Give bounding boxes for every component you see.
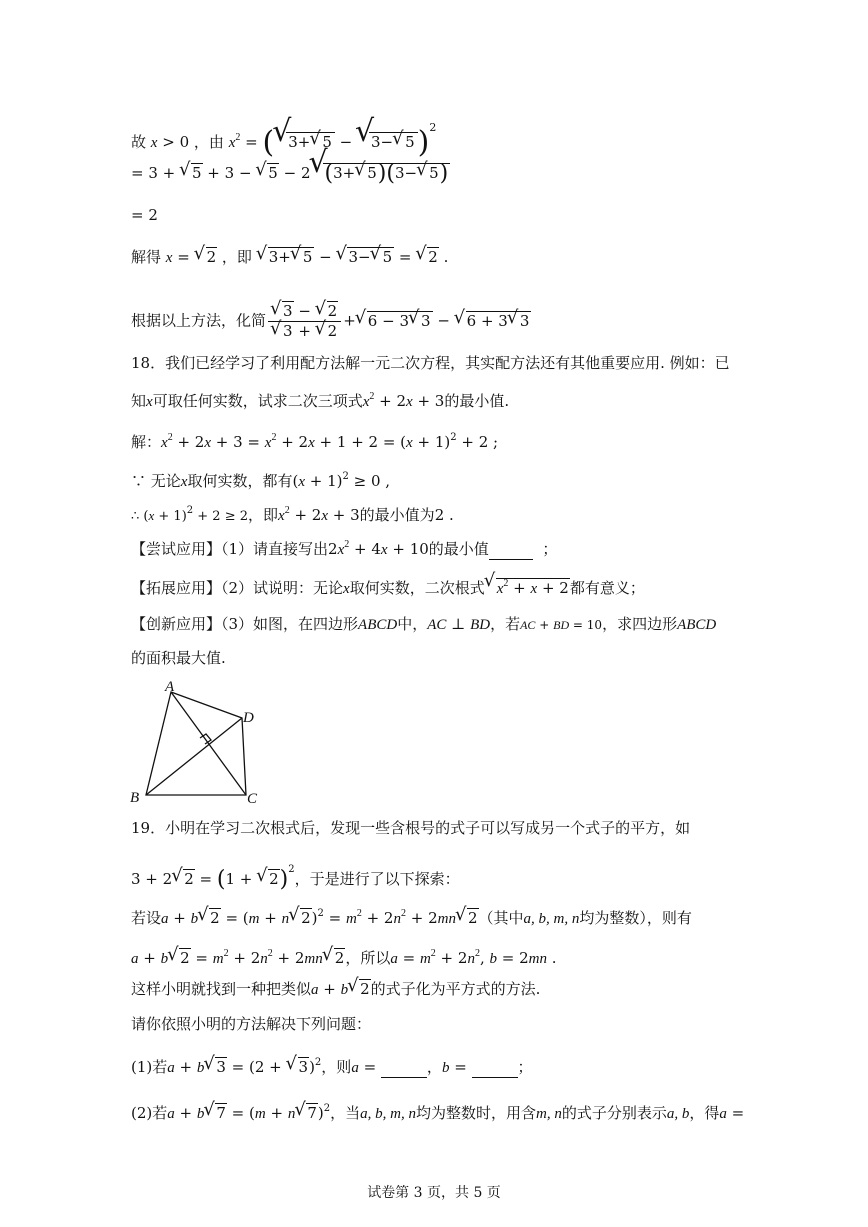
derivation-line-4: 解得 x = √ 2 ，即 √ 3+√ 5 − √ 3−√ 5 = √ 2 . xyxy=(131,247,448,268)
derivation-line-3: = 2 xyxy=(131,206,158,224)
q19-line-4: a + b√ $2 = m^2 + 2n^2 + 2mn√$ 2，所以$a = m^2 + 2n^2$, b = 2mn . xyxy=(131,944,557,969)
text: 取何实数，都有 xyxy=(187,472,293,490)
simplify-task: 根据以上方法，化简 √ 3 − √ 2 √ 3 + √ 2 +√ 6 − 3√ 3 − √ 6 + 3√ 3 xyxy=(131,302,531,341)
answer-blank[interactable] xyxy=(489,539,533,560)
try-application: 【尝试应用】（1）请直接写出$2x^2 + 4x + 10$的最小值 ； xyxy=(131,539,558,558)
quadrilateral-abcd xyxy=(146,692,246,795)
text: (2)若 xyxy=(131,1104,168,1122)
q18-line-2: 知x可取任何实数，试求二次三项式$x^2 + 2x + 3$的最小值. xyxy=(131,391,510,410)
text: 取何实数，二次根式 xyxy=(349,579,485,597)
q19-line-2: 3 + 2√ 2 = (1 + √ 2)$^2$，于是进行了以下探索： xyxy=(131,860,460,890)
text: ， xyxy=(426,1058,442,1076)
text: 均为整数时，用含 xyxy=(415,1104,536,1122)
text: 解： xyxy=(131,433,162,451)
text: ，则 xyxy=(321,1058,352,1076)
vertex-label-d: D xyxy=(243,710,254,726)
text: ，当 xyxy=(330,1104,361,1122)
math: x xyxy=(150,135,158,151)
text: 根据以上方法，化简 xyxy=(131,311,267,330)
math: $x^2$ xyxy=(362,391,375,410)
text: 都有意义； xyxy=(569,579,645,597)
diagonal-bd xyxy=(146,718,242,795)
text: 可取任何实数，试求二次三项式 xyxy=(152,392,363,410)
text: ； xyxy=(542,540,558,558)
q19-part-1: (1)若a + b√ 3 = (2 + √ 3)$^2$，则a = ，b = ； xyxy=(131,1053,533,1078)
diagonal-ac xyxy=(171,692,246,795)
q18-therefore: ∴ $(x + 1)^2 + 2 \ge 2$，即$x^2 + 2x + 3$的最小值为2 . xyxy=(131,505,454,524)
text: 的式子化为平方式的方法. xyxy=(370,980,541,998)
derivation-line-2: = 3 + √ 5 + 3 − √ 5 − 2√ (3+√ 5)(3−√ 5) xyxy=(131,163,450,184)
text: (1)若 xyxy=(131,1058,168,1076)
innovate-application-2: 的面积最大值. xyxy=(131,649,226,667)
text: 若设 xyxy=(131,909,162,927)
q19-line-1: 19．小明在学习二次根式后，发现一些含根号的式子可以写成另一个式子的平方，如 xyxy=(131,819,691,837)
q18-line-1: 18．我们已经学习了利用配方法解一元二次方程，其实配方法还有其他重要应用. 例如：已 xyxy=(131,354,730,372)
text: （其中 xyxy=(478,909,524,927)
vertex-label-a: A xyxy=(165,680,175,695)
q19-line-5: 这样小明就找到一种把类似a + b√ 2的式子化为平方式的方法. xyxy=(131,979,540,1000)
text: ，所以 xyxy=(345,949,391,967)
text: 的最小值为 xyxy=(359,506,435,524)
q18-solution: 解：$x^2 + 2x + 3 = x^2 + 2x + 1 + 2 = (x + 1)^2 + 2$ ; xyxy=(131,432,499,451)
text: 均为整数），则有 xyxy=(579,909,692,927)
text: 中， xyxy=(397,615,428,633)
innovate-application: 【创新应用】（3）如图，在四边形ABCD中，AC ⊥ BD，若AC + BD = 10，求四边形ABCD xyxy=(131,615,717,633)
answer-blank-b[interactable] xyxy=(472,1057,518,1078)
extend-application: 【拓展应用】（2）试说明：无论x取何实数，二次根式√ $x^2 + x + 2$都有意义； xyxy=(131,574,645,599)
text: ，求四边形 xyxy=(602,615,678,633)
text: 这样小明就找到一种把类似 xyxy=(131,980,312,998)
vertex-label-b: B xyxy=(130,790,140,806)
math: x xyxy=(165,250,173,266)
text: 故 xyxy=(131,133,147,151)
derivation-line-1: 故 x > 0 ，由 $x^2$ = (√ 3+√ 5 − √ 3−√ 5 )$^2$ xyxy=(131,118,436,153)
text: ，于是进行了以下探索： xyxy=(294,870,460,888)
text: 解得 xyxy=(131,248,162,266)
text: 的最小值. xyxy=(444,392,510,410)
math: x xyxy=(146,394,153,410)
answer-blank-a[interactable] xyxy=(381,1057,427,1078)
text: 知 xyxy=(131,392,147,410)
text: ，即 xyxy=(221,248,252,266)
quadrilateral-figure xyxy=(125,680,275,808)
text: ； xyxy=(517,1058,533,1076)
text: ，即 xyxy=(248,506,279,524)
q19-line-6: 请你依照小明的方法解决下列问题： xyxy=(131,1015,372,1033)
q19-line-3: 若设a + b√ 2 = (m + n√ $2)^2 = m^2 + 2n^2 + 2mn√$ 2（其中a, b, m, n均为整数），则有 xyxy=(131,904,692,929)
text: ，得 xyxy=(689,1104,720,1122)
text: 的最小值 xyxy=(428,540,489,558)
text: 的式子分别表示 xyxy=(561,1104,667,1122)
q19-part-2: (2)若a + b√ 7 = (m + n√ 7)$^2$，当a, b, m, n均为整数时，用含m, n的式子分别表示a, b，得a = xyxy=(131,1099,744,1124)
q18-because: ∵ 无论x取何实数，都有$(x + 1)^2 \ge 0$ , xyxy=(131,471,391,490)
text: 【拓展应用】（2）试说明：无论 xyxy=(131,579,344,597)
text: ∵ 无论 xyxy=(131,472,181,490)
math: $x^2$ xyxy=(228,132,241,151)
fraction: √ 3 − √ 2 √ 3 + √ 2 xyxy=(268,302,341,341)
text: ，由 xyxy=(193,133,224,151)
text: 【创新应用】（3）如图，在四边形 xyxy=(131,615,359,633)
text: 【尝试应用】（1）请直接写出 xyxy=(131,540,329,558)
page-footer: 试卷第 3 页，共 5 页 xyxy=(367,1185,501,1201)
vertex-label-c: C xyxy=(247,791,258,807)
text: ，若 xyxy=(490,615,521,633)
